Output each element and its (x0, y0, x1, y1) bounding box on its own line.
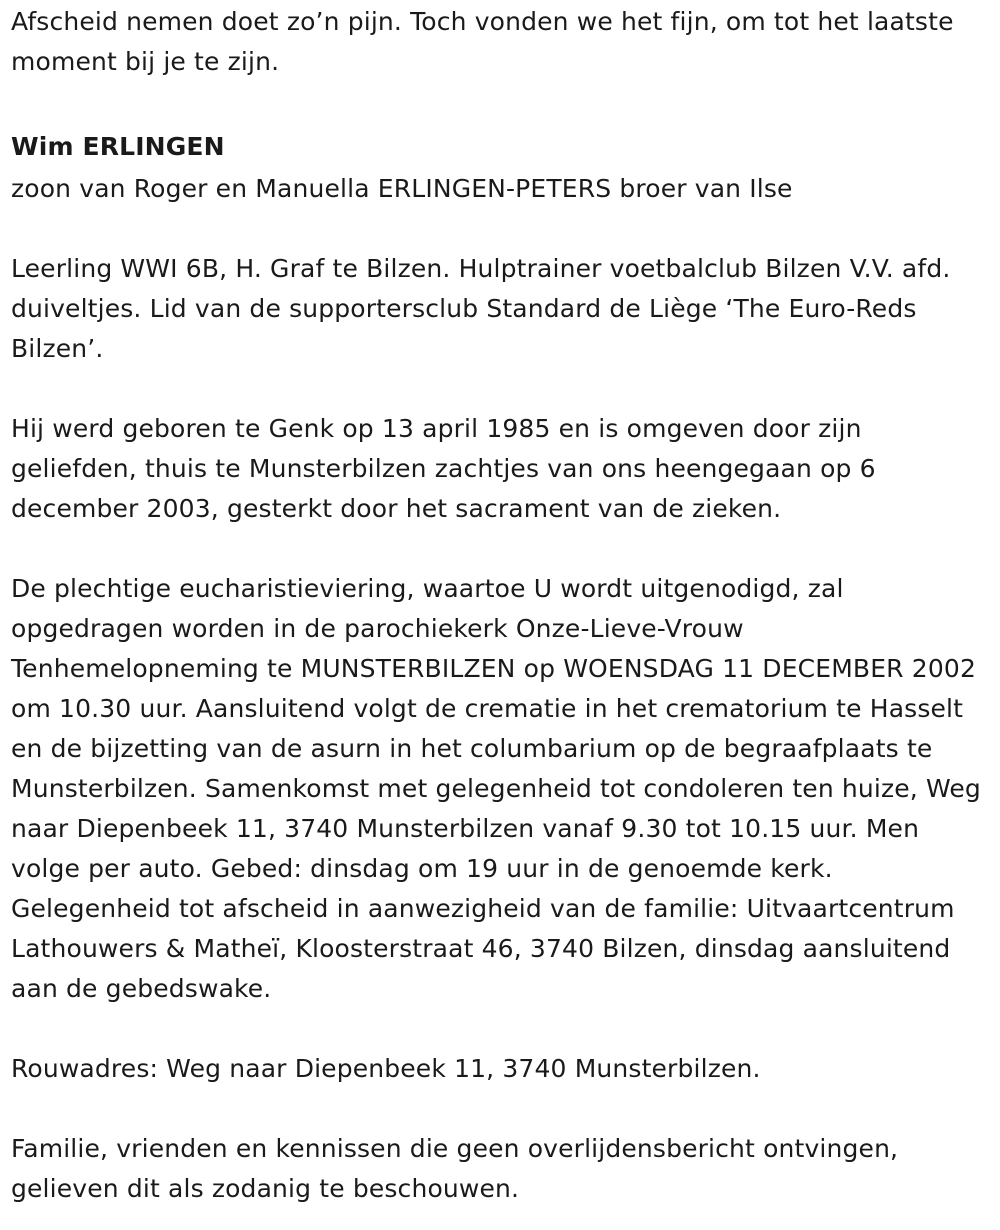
family-relation: zoon van Roger en Manuella ERLINGEN-PETERS broer van Ilse (11, 174, 793, 203)
spacer (11, 529, 992, 569)
mourning-address: Rouwadres: Weg naar Diepenbeek 11, 3740 Munsterbilzen. (11, 1054, 761, 1083)
deceased-name: Wim ERLINGEN (11, 132, 225, 161)
spacer (11, 209, 992, 249)
ceremony-paragraph: De plechtige eucharistieviering, waartoe U wordt uitgenodigd, zal opgedragen worden in de parochiekerk Onze-Lieve-Vrouw Tenhemelopneming te MUNSTERBILZEN op WOENSDAG 11 DECEMBER 2002 om 10.30 uur. Aansluitend volgt de crematie in het crematorium te Hasselt en de bijzetting van de asurn in het columbarium op de begraafplaats te Munsterbilzen. Samenkomst met gelegenheid tot condoleren ten huize, Weg naar Diepenbeek 11, 3740 Munsterbilzen vanaf 9.30 tot 10.15 uur. Men volge per auto. Gebed: dinsdag om 19 uur in de genoemde kerk. Gelegenheid tot afscheid in aanwezigheid van de familie: Uitvaartcentrum Lathouwers & Matheï, Kloosterstraat 46, 3740 Bilzen, dinsdag aansluitend aan de gebedswake. (11, 574, 981, 1003)
spacer (11, 82, 992, 122)
intro-verse: Afscheid nemen doet zo’n pijn. Toch vonden we het fijn, om tot het laatste moment bij je te zijn. (11, 7, 954, 76)
spacer (11, 1089, 992, 1129)
spacer (11, 1009, 992, 1049)
obituary-document (11, 2, 992, 1209)
birth-death-paragraph: Hij werd geboren te Genk op 13 april 1985 en is omgeven door zijn geliefden, thuis te Munsterbilzen zachtjes van ons heengegaan op 6 december 2003, gesterkt door het sacrament van de zieken. (11, 414, 876, 523)
spacer (11, 369, 992, 409)
biography-paragraph: Leerling WWI 6B, H. Graf te Bilzen. Hulptrainer voetbalclub Bilzen V.V. afd. duiveltjes. Lid van de supportersclub Standard de Liège ‘The Euro-Reds Bilzen’. (11, 254, 951, 363)
closing-notice: Familie, vrienden en kennissen die geen overlijdensbericht ontvingen, gelieven dit als zodanig te beschouwen. (11, 1134, 899, 1203)
